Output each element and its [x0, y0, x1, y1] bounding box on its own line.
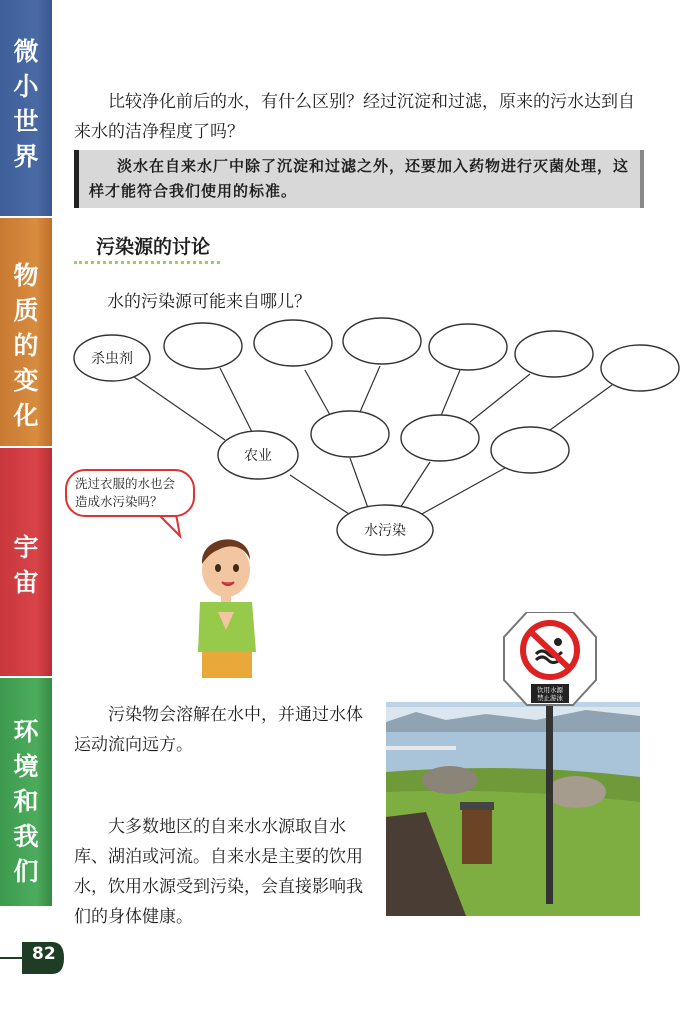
label-pesticide: 杀虫剂 [91, 351, 133, 367]
label-agriculture: 农业 [244, 448, 272, 464]
boy-illustration [188, 512, 268, 682]
speech-bubble: 洗过衣服的水也会造成水污染吗？ [65, 469, 195, 517]
note-box: 淡水在自来水厂中除了沉淀和过滤之外，还要加入药物进行灭菌处理，这样才能符合我们使用的标准。 [74, 150, 640, 208]
tab-char: 化 [13, 401, 39, 430]
blank-node [311, 411, 389, 457]
question-text: 水的污染源可能来自哪儿？ [107, 292, 311, 312]
side-tab-micro-world [0, 0, 52, 216]
page-number: 82 [32, 944, 56, 964]
tab-char: 物 [13, 261, 39, 290]
blank-node [343, 318, 421, 364]
tab-char: 变 [13, 366, 39, 395]
label-water-pollution: 水污染 [364, 523, 406, 539]
tab-char: 质 [13, 296, 39, 325]
sign-text-line1: 饮用水源 [537, 686, 563, 694]
title-underline [74, 261, 220, 264]
tab-char: 界 [13, 142, 39, 171]
tab-char: 小 [13, 72, 39, 101]
blank-node [491, 427, 569, 473]
tab-char: 们 [13, 857, 39, 886]
water-source-paragraph: 大多数地区的自来水水源取自水库、湖泊或河流。自来水是主要的饮用水，饮用水源受到污染，会直接影响我们的身体健康。 [74, 817, 363, 927]
tab-char: 环 [13, 717, 39, 746]
lake-photo [386, 612, 640, 916]
tab-char: 和 [13, 787, 39, 816]
blank-node [429, 324, 507, 370]
intro-paragraph: 比较净化前后的水，有什么区别？经过沉淀和过滤，原来的污水达到自来水的洁净程度了吗？ [74, 92, 635, 142]
tab-char: 宇 [13, 533, 39, 562]
dissolve-paragraph: 污染物会溶解在水中，并通过水体运动流向远方。 [74, 705, 363, 755]
tab-char: 世 [13, 107, 39, 136]
section-title: 污染源的讨论 [96, 236, 211, 258]
blank-node [401, 415, 479, 461]
pollution-source-diagram [0, 300, 700, 570]
side-tab-environment [0, 678, 52, 906]
blank-node [164, 323, 242, 369]
tab-char: 境 [13, 752, 39, 781]
blank-node [515, 331, 593, 377]
tab-char: 微 [13, 37, 39, 66]
tab-char: 我 [13, 822, 39, 851]
sign-text-line2: 禁止游泳 [537, 694, 563, 702]
blank-node [601, 345, 679, 391]
blank-node [254, 320, 332, 366]
tab-char: 宙 [13, 568, 39, 597]
tab-char: 的 [13, 331, 39, 360]
